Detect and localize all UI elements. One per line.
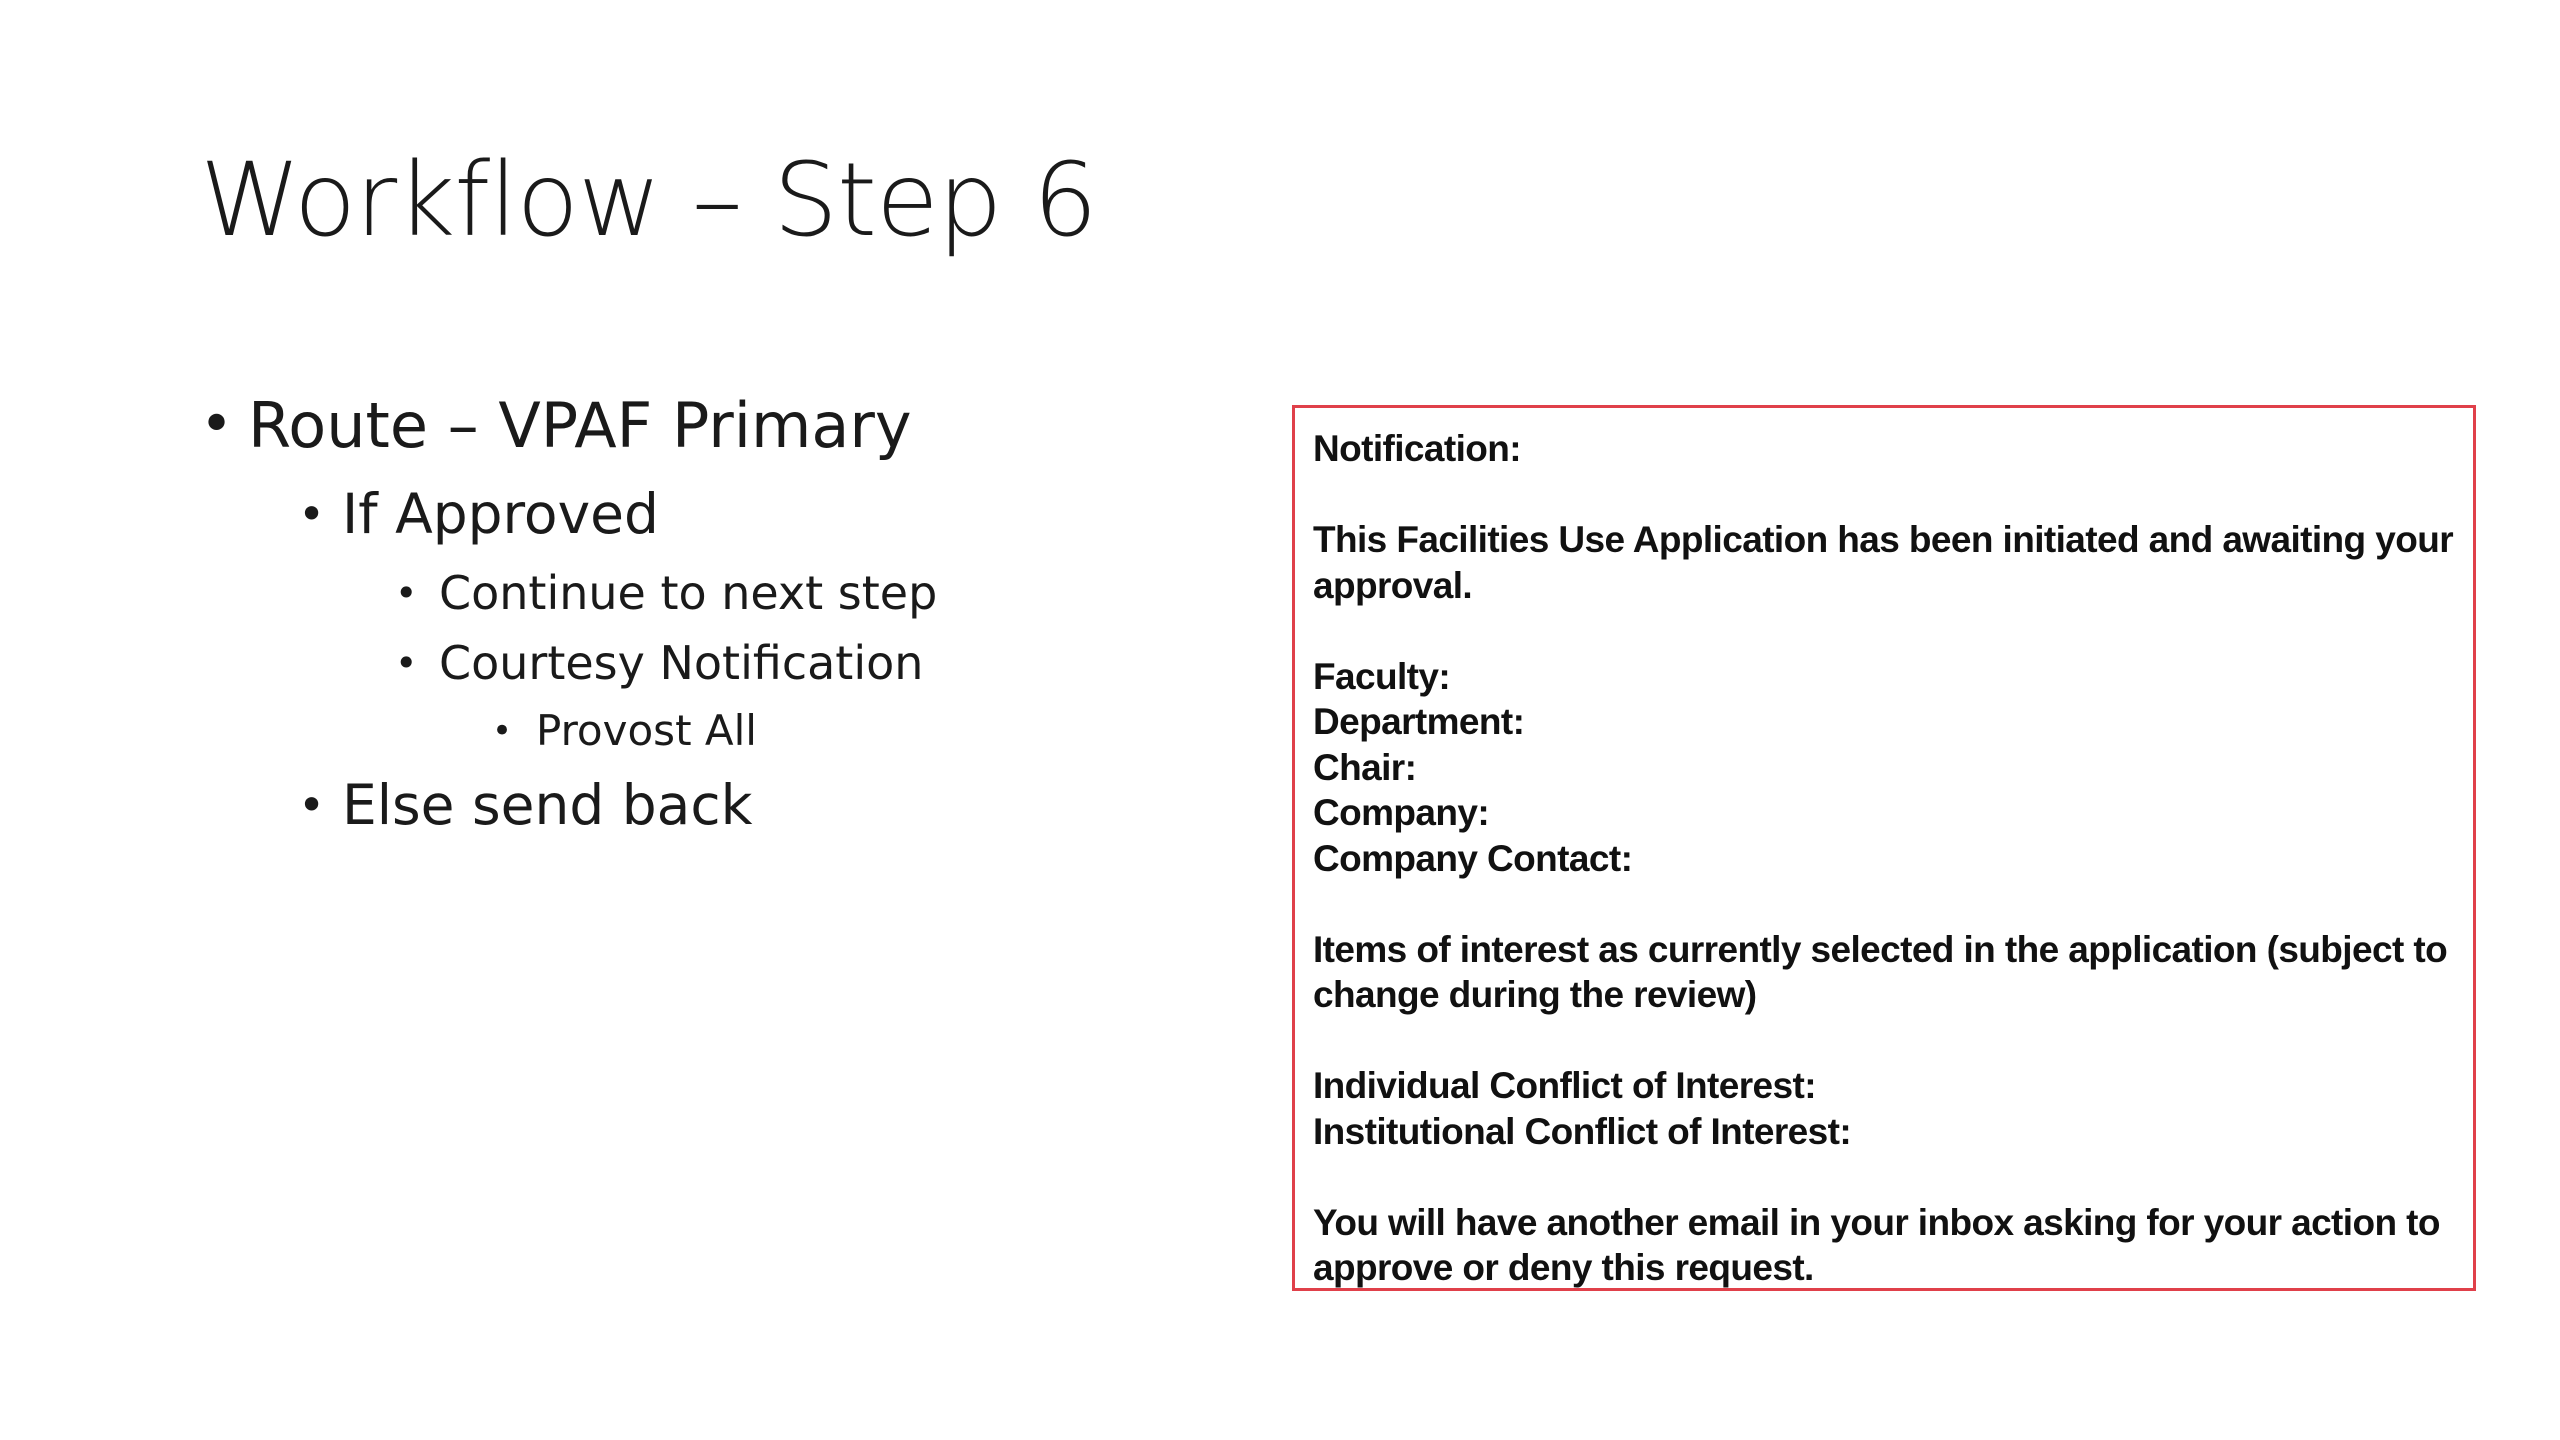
spacer (1313, 472, 2455, 518)
slide-title: Workflow – Step 6 (200, 141, 1097, 260)
bullet-dot-icon: • (395, 641, 418, 685)
bullet-dot-icon: • (395, 571, 418, 615)
bullet-dot-icon: • (200, 392, 234, 457)
notification-closing-line-1: You will have another email in your inbox asking for your action to (1313, 1201, 2440, 1243)
notification-intro-line-2: approval. (1313, 564, 1473, 606)
notification-items-line-1: Items of interest as currently selected in the application (subject to (1313, 928, 2448, 970)
bullet-dot-icon: • (298, 487, 326, 541)
bullet-provost-text: Provost All (536, 706, 757, 755)
spacer (1313, 1154, 2455, 1200)
bullet-continue-text: Continue to next step (439, 566, 938, 620)
bullet-if-approved-text: If Approved (342, 482, 659, 546)
notification-closing-line-2: approve or deny this request. (1313, 1247, 1814, 1288)
bullet-courtesy-text: Courtesy Notification (439, 636, 924, 690)
notification-intro-line-1: This Facilities Use Application has been initiated and awaiting your (1313, 519, 2454, 560)
bullet-dot-icon: • (298, 778, 326, 832)
spacer (1313, 608, 2455, 654)
field-faculty: Faculty: (1313, 655, 1451, 697)
field-institutional-coi: Institutional Conflict of Interest: (1313, 1110, 1852, 1152)
field-individual-coi: Individual Conflict of Interest: (1313, 1065, 1816, 1106)
field-company: Company: (1313, 792, 1490, 833)
field-chair: Chair: (1313, 746, 1417, 788)
notification-heading: Notification: (1313, 428, 1522, 469)
notification-box (1292, 405, 2476, 1291)
bullet-route-text: Route – VPAF Primary (248, 389, 912, 462)
bullet-route (200, 389, 937, 462)
bullet-list (200, 389, 938, 861)
bullet-provost (492, 706, 937, 755)
notification-items-line-2: change during the review) (1313, 974, 1757, 1015)
bullet-else (298, 773, 937, 837)
field-company-contact: Company Contact: (1313, 837, 1633, 879)
bullet-courtesy (395, 636, 937, 690)
spacer (1313, 1018, 2455, 1064)
spacer (1313, 881, 2455, 927)
bullet-else-text: Else send back (342, 773, 753, 837)
field-department: Department: (1313, 701, 1525, 742)
bullet-if-approved (298, 482, 937, 546)
bullet-continue (395, 566, 938, 620)
bullet-dot-icon: • (492, 711, 513, 751)
